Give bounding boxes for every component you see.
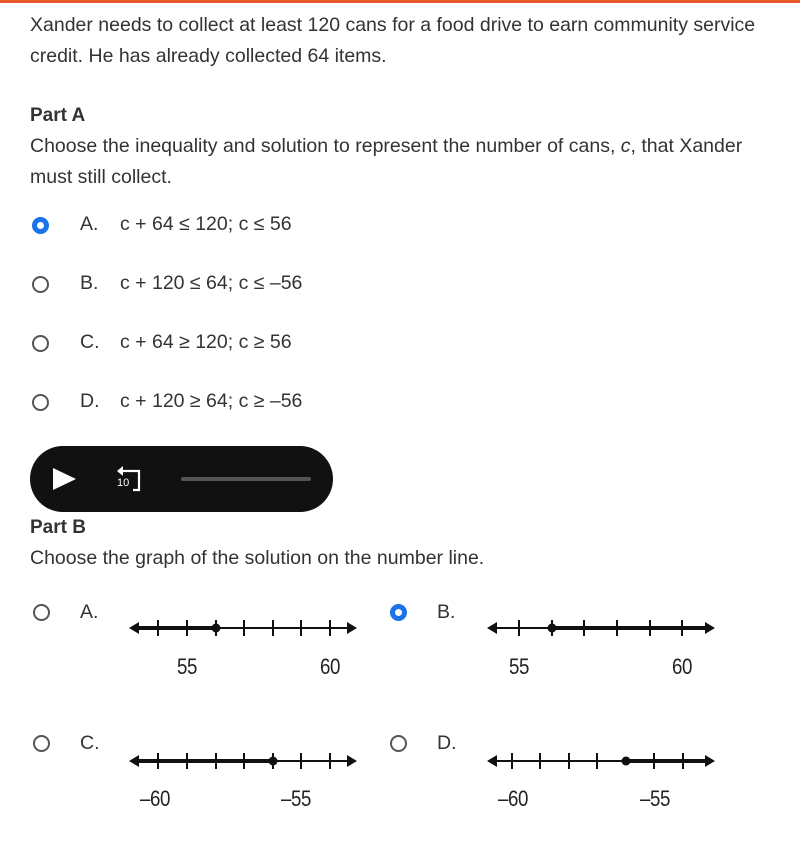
choice-letter: D. <box>80 390 100 412</box>
number-line-graph <box>128 612 358 644</box>
choice-letter: C. <box>80 331 100 353</box>
part-a-choice-b[interactable] <box>0 269 400 299</box>
left-arrow-icon <box>487 622 497 634</box>
left-arrow-icon <box>129 755 139 767</box>
choice-answer-text: c + 120 ≥ 64; c ≥ –56 <box>120 390 303 412</box>
top-accent-bar <box>0 0 800 3</box>
number-line-graph <box>128 745 358 777</box>
radio-button-selected[interactable] <box>390 604 407 621</box>
closed-point <box>622 757 631 766</box>
tick-label: 55 <box>177 654 197 679</box>
question-stem: Xander needs to collect at least 120 cans for a food drive to earn community service credit. He has already collected 64 items. <box>30 14 756 67</box>
number-line-graph <box>486 745 716 777</box>
left-arrow-icon <box>129 622 139 634</box>
number-line-graph <box>486 612 716 644</box>
tick-label: 55 <box>509 654 529 679</box>
part-a-instruction: Choose the inequality and solution to represent the number of cans, c, that Xander must still collect. <box>30 135 743 188</box>
tick-label: –55 <box>640 786 670 811</box>
part-a-choice-c[interactable] <box>0 328 400 358</box>
right-arrow-icon <box>347 755 357 767</box>
replay-10-icon[interactable] <box>114 462 148 496</box>
part-a-choice-a[interactable] <box>0 210 400 240</box>
tick-label: –60 <box>140 786 170 811</box>
part-b-title: Part B <box>30 517 86 538</box>
radio-button-selected[interactable] <box>32 217 49 234</box>
audio-player <box>30 446 333 512</box>
tick-label: 60 <box>320 654 340 679</box>
choice-letter: B. <box>80 272 99 294</box>
choice-letter: C. <box>80 732 100 754</box>
part-a-choice-d[interactable] <box>0 387 400 417</box>
choice-answer-text: c + 120 ≤ 64; c ≤ –56 <box>120 272 303 294</box>
choice-letter: A. <box>80 601 99 623</box>
closed-point <box>548 624 557 633</box>
tick-label: –60 <box>498 786 528 811</box>
replay-seconds-label: 10 <box>117 477 130 489</box>
play-icon[interactable] <box>50 466 78 492</box>
part-b-instruction: Choose the graph of the solution on the number line. <box>30 547 485 569</box>
choice-letter: D. <box>437 732 457 754</box>
choice-answer-text: c + 64 ≤ 120; c ≤ 56 <box>120 213 292 235</box>
part-a-title: Part A <box>30 105 86 126</box>
audio-progress-bar[interactable] <box>181 477 311 481</box>
radio-button[interactable] <box>32 276 49 293</box>
choice-letter: B. <box>437 601 456 623</box>
closed-point <box>269 757 278 766</box>
right-arrow-icon <box>705 622 715 634</box>
choice-letter: A. <box>80 213 99 235</box>
tick-label: 60 <box>672 654 692 679</box>
choice-answer-text: c + 64 ≥ 120; c ≥ 56 <box>120 331 292 353</box>
left-arrow-icon <box>487 755 497 767</box>
right-arrow-icon <box>705 755 715 767</box>
radio-button[interactable] <box>32 394 49 411</box>
tick-label: –55 <box>281 786 311 811</box>
radio-button[interactable] <box>32 335 49 352</box>
radio-button[interactable] <box>33 604 50 621</box>
closed-point <box>212 624 221 633</box>
right-arrow-icon <box>347 622 357 634</box>
radio-button[interactable] <box>390 735 407 752</box>
radio-button[interactable] <box>33 735 50 752</box>
